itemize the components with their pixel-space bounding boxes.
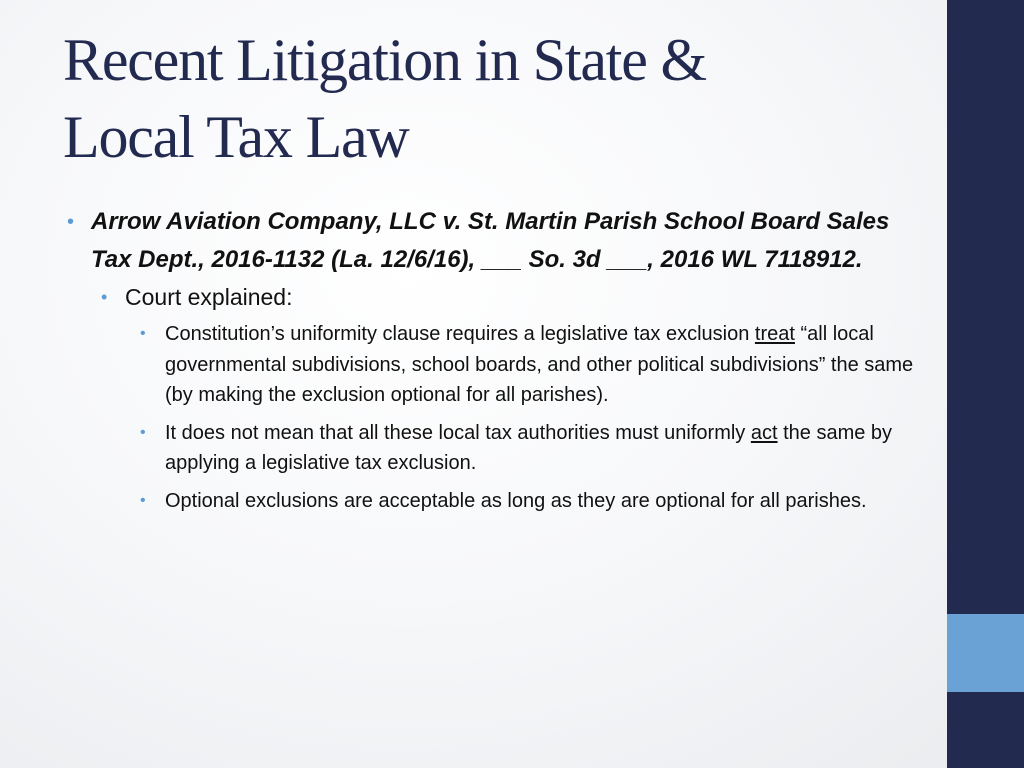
point2-text-start: It does not mean that all these local tax authorities must uniformly (165, 421, 751, 444)
bullet-dot-icon: • (140, 423, 146, 441)
bullet-case-citation (64, 203, 924, 279)
case-citation-text: Arrow Aviation Company, LLC v. St. Martin Parish School Board Sales Tax Dept., 2016-1132 (La. 12/6/16), ___ So. 3d ___, 2016 WL 7118912. (91, 208, 890, 273)
title-line-1: Recent Litigation in State & (63, 27, 706, 93)
bullet-dot-icon: • (101, 287, 108, 307)
court-explained-text: Court explained: (125, 284, 293, 310)
sub-bullet-optional (140, 486, 915, 517)
point3-text: Optional exclusions are acceptable as long as they are optional for all parishes. (165, 489, 867, 512)
bullet-dot-icon: • (67, 211, 75, 233)
bullet-dot-icon: • (140, 325, 146, 342)
bullet-court-explained (101, 281, 924, 313)
point2-text-end: the same by applying a legislative tax exclusion. (165, 421, 893, 474)
title-line-2: Local Tax Law (63, 104, 409, 170)
slide-body (64, 203, 924, 516)
point1-text-start: Constitution’s uniformity clause requires a legislative tax exclusion (165, 323, 755, 345)
sidebar-accent-block (947, 614, 1024, 692)
sub-bullet-act (140, 418, 915, 479)
point1-text-end: “all local governmental subdivisions, school boards, and other political subdivisions” the same (by making the exclusion optional for all parishes). (165, 323, 914, 406)
bullet-dot-icon: • (140, 491, 146, 509)
point2-underlined-word: act (750, 421, 778, 444)
sub-bullet-uniformity (140, 319, 915, 411)
slide-title (63, 22, 923, 176)
point1-underlined-word: treat (754, 323, 795, 345)
